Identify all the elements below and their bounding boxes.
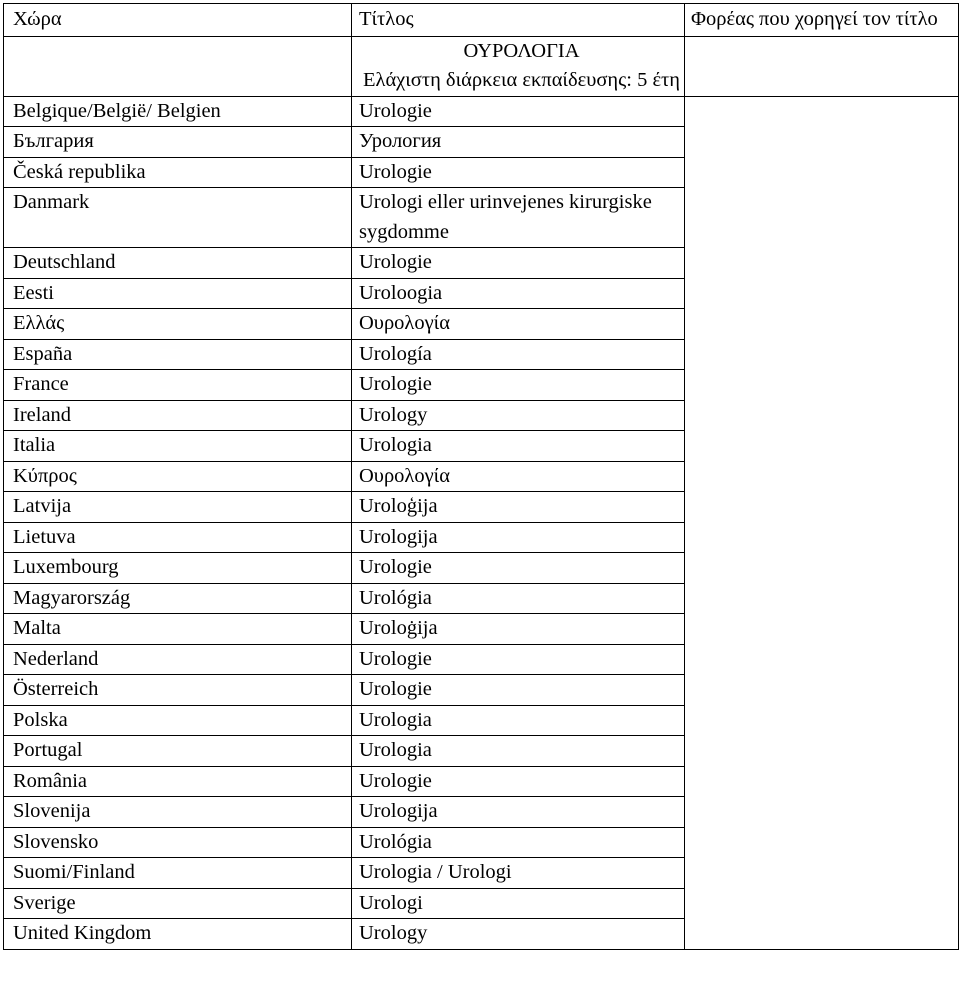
title-cell: Урология [352,127,685,158]
country-cell: Ελλάς [4,309,352,340]
country-cell: Belgique/België/ Belgien [4,96,352,127]
country-cell: España [4,339,352,370]
country-cell: България [4,127,352,158]
table-row [4,96,959,127]
section-heading [352,36,685,96]
title-cell: Urologija [352,522,685,553]
country-cell: United Kingdom [4,919,352,950]
country-cell: Österreich [4,675,352,706]
country-cell: Danmark [4,188,352,248]
title-cell: Urologie [352,157,685,188]
country-cell: România [4,766,352,797]
title-cell: Urologia [352,431,685,462]
country-cell: Suomi/Finland [4,858,352,889]
title-cell: Urologie [352,370,685,401]
country-cell: Luxembourg [4,553,352,584]
title-cell: Uroloģija [352,492,685,523]
title-cell: Ουρολογία [352,461,685,492]
country-cell: France [4,370,352,401]
country-cell: Italia [4,431,352,462]
title-cell: Urologie [352,248,685,279]
country-cell: Portugal [4,736,352,767]
country-cell: Latvija [4,492,352,523]
title-cell: Urologie [352,553,685,584]
country-cell: Slovensko [4,827,352,858]
country-cell: Slovenija [4,797,352,828]
country-cell: Ireland [4,400,352,431]
title-cell: Urologia / Urologi [352,858,685,889]
section-body-cell [685,36,959,96]
awarding-body-cell [685,96,959,949]
urology-titles-table [3,3,959,950]
title-cell: Urologie [352,766,685,797]
title-cell: Uroloogia [352,278,685,309]
title-cell: Urology [352,919,685,950]
title-cell: Urologie [352,96,685,127]
country-cell: Deutschland [4,248,352,279]
section-row [4,36,959,96]
section-name: ΟΥΡΟΛΟΓΙΑ [463,39,580,62]
title-cell: Urología [352,339,685,370]
title-cell: Urologie [352,675,685,706]
country-cell: Lietuva [4,522,352,553]
country-cell: Magyarország [4,583,352,614]
title-cell: Urologia [352,736,685,767]
country-cell: Česká republika [4,157,352,188]
title-cell: Urology [352,400,685,431]
title-cell: Urológia [352,827,685,858]
title-cell: Urológia [352,583,685,614]
header-country: Χώρα [4,4,352,37]
header-row [4,4,959,37]
section-empty-cell [4,36,352,96]
country-cell: Polska [4,705,352,736]
country-cell: Nederland [4,644,352,675]
header-title: Τίτλος [352,4,685,37]
title-cell: Ουρολογία [352,309,685,340]
title-cell: Uroloġija [352,614,685,645]
section-duration: Ελάχιστη διάρκεια εκπαίδευσης: 5 έτη [362,69,681,91]
title-cell: Urologija [352,797,685,828]
table-body [4,4,959,950]
title-cell: Urologi eller urinvejenes kirurgiske sygdomme [352,188,685,248]
country-cell: Κύπρος [4,461,352,492]
country-cell: Eesti [4,278,352,309]
title-cell: Urologia [352,705,685,736]
header-awarding-body: Φορέας που χορηγεί τον τίτλο [685,4,959,37]
title-cell: Urologi [352,888,685,919]
title-cell: Urologie [352,644,685,675]
country-cell: Malta [4,614,352,645]
country-cell: Sverige [4,888,352,919]
